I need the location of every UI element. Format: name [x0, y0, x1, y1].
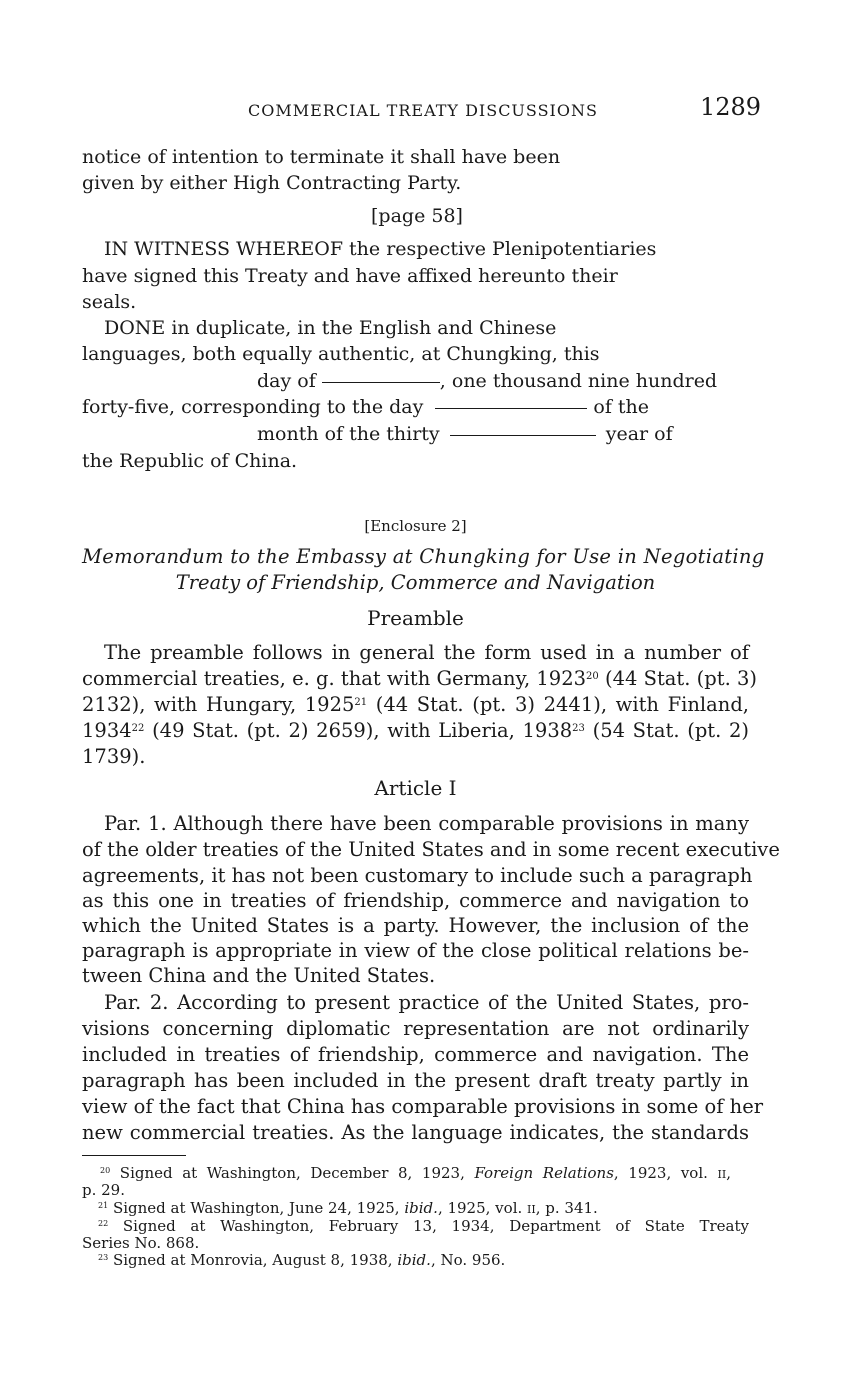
date-blank — [435, 407, 587, 409]
body-line — [82, 692, 749, 718]
body-line: Par. 2. According to present practice of the United States, pro- — [104, 991, 749, 1014]
body-line: Par. 1. Although there have been comparable provisions in many — [104, 812, 749, 835]
treaty-text-fragment: month of the thirty — [257, 423, 440, 445]
footnote-22 — [82, 1219, 749, 1234]
footnote-23 — [98, 1253, 765, 1268]
treaty-text-fragment: year of — [605, 423, 673, 445]
treaty-line: seals. — [82, 291, 137, 313]
footnote-text-italic: Foreign Relations — [474, 1164, 614, 1182]
memorandum-title: Memorandum to the Embassy at Chungking for Use in Negotiating — [82, 545, 765, 568]
treaty-line: IN WITNESS WHEREOF the respective Plenipotentiaries — [104, 238, 657, 260]
treaty-text-fragment: forty-five, corresponding to the day — [82, 396, 424, 418]
memorandum-title: Treaty of Friendship, Commerce and Navigation — [175, 571, 656, 594]
treaty-text-fragment: , one thousand nine hundred — [439, 370, 718, 392]
treaty-line-date — [257, 368, 717, 394]
footnote-text: , No. 956. — [430, 1251, 506, 1269]
body-line — [82, 718, 749, 744]
body-line: as this one in treaties of friendship, commerce and navigation to — [82, 889, 749, 912]
body-text-fragment: 1934 — [82, 719, 132, 742]
body-line: tween China and the United States. — [82, 964, 436, 987]
treaty-line: have signed this Treaty and have affixed hereunto their — [82, 265, 618, 287]
body-line: 1739). — [82, 745, 146, 768]
treaty-line: languages, both equally authentic, at Chungking, this — [82, 343, 600, 365]
footnote-divider — [82, 1155, 186, 1156]
body-text-fragment: commercial treaties, e. g. that with Germany, 1923 — [82, 667, 587, 690]
footnote-text: Signed at Washington, February 13, 1934, Department of State Treaty — [122, 1217, 749, 1235]
footnote-20 — [82, 1166, 731, 1181]
body-line: view of the fact that China has comparable provisions in some of her — [82, 1095, 764, 1118]
body-line: visions concerning diplomatic representation are not ordinarily — [82, 1017, 749, 1040]
footnote-text: Signed at Washington, December 8, 1923, — [119, 1164, 465, 1182]
section-heading-preamble: Preamble — [367, 606, 464, 630]
treaty-line-date — [82, 394, 649, 420]
footnote-ref: 23 — [572, 723, 585, 734]
footnote-ref: 21 — [354, 697, 368, 708]
footnote-text: ii — [717, 1164, 727, 1182]
footnote-text: , p. 341. — [535, 1199, 598, 1217]
body-line: agreements, it has not been customary to include such a paragraph — [82, 864, 753, 887]
body-line: of the older treaties of the United States and in some recent executive — [82, 838, 780, 861]
body-line: paragraph has been included in the present draft treaty partly in — [82, 1069, 749, 1092]
running-header-title: COMMERCIAL TREATY DISCUSSIONS — [248, 101, 598, 120]
page-number: 1289 — [700, 93, 762, 121]
footnote-text: Signed at Monrovia, August 8, 1938, — [112, 1251, 393, 1269]
treaty-line: DONE in duplicate, in the English and Chinese — [104, 317, 557, 339]
footnote-text-italic: ibid. — [397, 1251, 431, 1269]
body-text-fragment: 2132), with Hungary, 1925 — [82, 693, 355, 716]
treaty-text-fragment: day of — [257, 370, 316, 392]
body-line: paragraph is appropriate in view of the close political relations be- — [82, 939, 749, 962]
footnote-text: , 1923, vol. — [613, 1164, 718, 1182]
footnote-text: , 1925, vol. — [437, 1199, 528, 1217]
body-text-fragment: (54 Stat. (pt. 2) — [592, 719, 750, 742]
footnote-number: 20 — [100, 1166, 111, 1175]
body-text-fragment: (44 Stat. (pt. 3) 2441), with Finland, — [375, 693, 750, 716]
body-line: which the United States is a party. However, the inclusion of the — [82, 914, 749, 937]
footnote-number: 23 — [98, 1253, 109, 1262]
footnote-number: 22 — [98, 1219, 109, 1228]
body-line: included in treaties of friendship, commerce and navigation. The — [82, 1043, 749, 1066]
footnote-ref: 20 — [586, 671, 599, 682]
treaty-line: notice of intention to terminate it shall have been — [82, 146, 561, 168]
treaty-line-date — [257, 421, 673, 447]
treaty-line: given by either High Contracting Party. — [82, 172, 462, 194]
treaty-line: the Republic of China. — [82, 450, 298, 472]
body-line: The preamble follows in general the form used in a number of — [104, 641, 749, 664]
date-blank — [322, 381, 440, 383]
footnote-text-italic: ibid. — [404, 1199, 438, 1217]
page-reference: [page 58] — [371, 205, 463, 227]
footnote-20-cont: p. 29. — [82, 1181, 125, 1199]
footnote-text: ii — [527, 1199, 536, 1217]
footnote-22-cont: Series No. 868. — [82, 1234, 200, 1252]
footnote-ref: 22 — [131, 723, 145, 734]
date-blank — [450, 434, 596, 436]
footnote-text: , — [726, 1164, 731, 1182]
body-text-fragment: (44 Stat. (pt. 3) — [604, 667, 757, 690]
footnote-text: Signed at Washington, June 24, 1925, — [112, 1199, 400, 1217]
footnote-21 — [98, 1201, 765, 1216]
treaty-text-fragment: of the — [593, 396, 650, 418]
section-heading-article: Article I — [374, 776, 457, 800]
body-line: new commercial treaties. As the language indicates, the standards — [82, 1121, 749, 1144]
enclosure-label: [Enclosure 2] — [364, 517, 467, 535]
body-line — [82, 666, 757, 692]
footnote-number: 21 — [98, 1201, 109, 1210]
body-text-fragment: (49 Stat. (pt. 2) 2659), with Liberia, 1938 — [152, 719, 573, 742]
